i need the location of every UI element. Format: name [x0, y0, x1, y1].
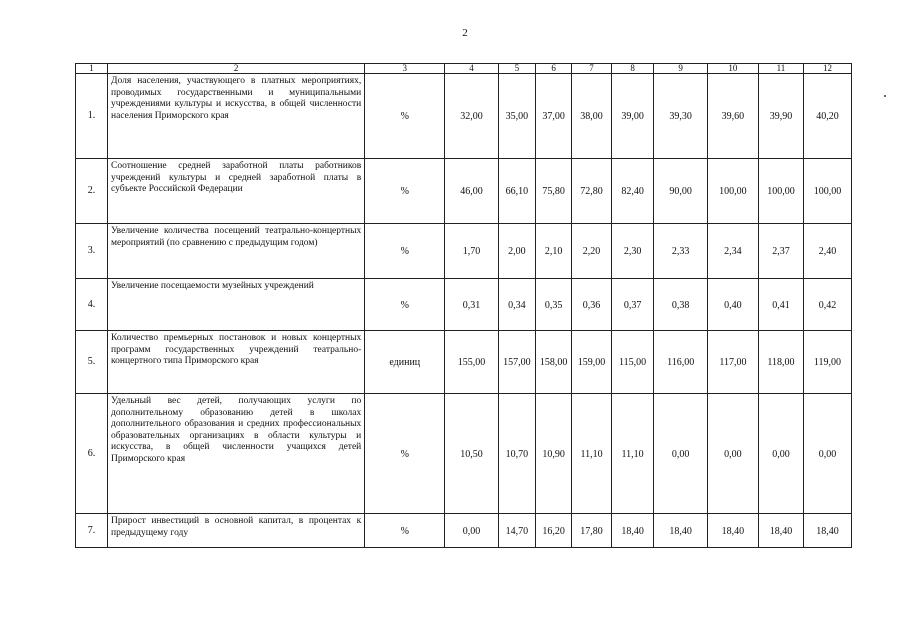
column-header: 9: [654, 64, 707, 74]
value-cell: 0,00: [654, 394, 707, 514]
table-row: [76, 224, 852, 279]
value-cell: 0,41: [759, 279, 804, 331]
value-cell: 18,40: [654, 514, 707, 548]
table-row: [76, 279, 852, 331]
unit-cell: %: [365, 279, 445, 331]
value-cell: 10,70: [498, 394, 535, 514]
value-cell: 100,00: [759, 159, 804, 224]
value-cell: 0,36: [572, 279, 611, 331]
value-cell: 0,35: [536, 279, 572, 331]
column-header: 3: [365, 64, 445, 74]
value-cell: 0,34: [498, 279, 535, 331]
unit-cell: %: [365, 394, 445, 514]
value-cell: 0,37: [611, 279, 654, 331]
value-cell: 0,40: [707, 279, 758, 331]
value-cell: 159,00: [572, 331, 611, 394]
value-cell: 90,00: [654, 159, 707, 224]
column-header: 8: [611, 64, 654, 74]
value-cell: 14,70: [498, 514, 535, 548]
value-cell: 17,80: [572, 514, 611, 548]
value-cell: 119,00: [803, 331, 851, 394]
row-number: 3.: [76, 224, 108, 279]
value-cell: 2,10: [536, 224, 572, 279]
row-number: 4.: [76, 279, 108, 331]
value-cell: 0,31: [445, 279, 498, 331]
value-cell: 2,40: [803, 224, 851, 279]
value-cell: 10,50: [445, 394, 498, 514]
value-cell: 32,00: [445, 74, 498, 159]
value-cell: 16,20: [536, 514, 572, 548]
table-body: [76, 64, 852, 548]
value-cell: 116,00: [654, 331, 707, 394]
value-cell: 157,00: [498, 331, 535, 394]
table-row: [76, 394, 852, 514]
value-cell: 0,00: [803, 394, 851, 514]
value-cell: 39,90: [759, 74, 804, 159]
value-cell: 75,80: [536, 159, 572, 224]
row-number: 5.: [76, 331, 108, 394]
value-cell: 100,00: [707, 159, 758, 224]
table-row: [76, 74, 852, 159]
value-cell: 39,00: [611, 74, 654, 159]
value-cell: 82,40: [611, 159, 654, 224]
value-cell: 66,10: [498, 159, 535, 224]
column-header: 6: [536, 64, 572, 74]
indicator-name: Прирост инвестиций в основной капитал, в процентах к предыдущему году: [108, 514, 365, 548]
row-number: 7.: [76, 514, 108, 548]
value-cell: 0,42: [803, 279, 851, 331]
value-cell: 2,33: [654, 224, 707, 279]
value-cell: 158,00: [536, 331, 572, 394]
value-cell: 35,00: [498, 74, 535, 159]
row-number: 1.: [76, 74, 108, 159]
page-number: 2: [462, 27, 468, 39]
value-cell: 37,00: [536, 74, 572, 159]
value-cell: 18,40: [707, 514, 758, 548]
value-cell: 18,40: [611, 514, 654, 548]
value-cell: 18,40: [759, 514, 804, 548]
table-row: [76, 159, 852, 224]
value-cell: 39,60: [707, 74, 758, 159]
unit-cell: %: [365, 224, 445, 279]
row-number: 6.: [76, 394, 108, 514]
header-row: [76, 64, 852, 74]
indicator-name: Соотношение средней заработной платы работников учреждений культуры и средней заработной платы в субъекте Российской Федерации: [108, 159, 365, 224]
value-cell: 115,00: [611, 331, 654, 394]
value-cell: 2,37: [759, 224, 804, 279]
indicators-table: [75, 63, 852, 548]
indicator-name: Увеличение посещаемости музейных учреждений: [108, 279, 365, 331]
value-cell: 0,00: [759, 394, 804, 514]
value-cell: 0,38: [654, 279, 707, 331]
value-cell: 11,10: [572, 394, 611, 514]
unit-cell: %: [365, 74, 445, 159]
table-row: [76, 514, 852, 548]
value-cell: 2,30: [611, 224, 654, 279]
value-cell: 0,00: [445, 514, 498, 548]
indicator-name: Доля населения, участвующего в платных мероприятиях, проводимых государственными и муниципальными учреждениями культуры и искусства, в общей численности населения Приморского края: [108, 74, 365, 159]
value-cell: 155,00: [445, 331, 498, 394]
value-cell: 1,70: [445, 224, 498, 279]
unit-cell: %: [365, 514, 445, 548]
value-cell: 72,80: [572, 159, 611, 224]
unit-cell: единиц: [365, 331, 445, 394]
column-header: 4: [445, 64, 498, 74]
value-cell: 40,20: [803, 74, 851, 159]
column-header: 2: [108, 64, 365, 74]
table-row: [76, 331, 852, 394]
column-header: 7: [572, 64, 611, 74]
column-header: 10: [707, 64, 758, 74]
column-header: 11: [759, 64, 804, 74]
column-header: 5: [498, 64, 535, 74]
value-cell: 117,00: [707, 331, 758, 394]
unit-cell: %: [365, 159, 445, 224]
indicator-name: Увеличение количества посещений театрально-концертных мероприятий (по сравнению с предыдущим годом): [108, 224, 365, 279]
value-cell: 38,00: [572, 74, 611, 159]
value-cell: 18,40: [803, 514, 851, 548]
indicator-name: Количество премьерных постановок и новых концертных программ государственных учреждений театрально-концертного типа Приморского края: [108, 331, 365, 394]
column-header: 12: [803, 64, 851, 74]
column-header: 1: [76, 64, 108, 74]
value-cell: 11,10: [611, 394, 654, 514]
row-number: 2.: [76, 159, 108, 224]
value-cell: 2,20: [572, 224, 611, 279]
value-cell: 2,00: [498, 224, 535, 279]
scan-speck: [884, 95, 886, 97]
value-cell: 100,00: [803, 159, 851, 224]
value-cell: 2,34: [707, 224, 758, 279]
value-cell: 39,30: [654, 74, 707, 159]
value-cell: 0,00: [707, 394, 758, 514]
value-cell: 118,00: [759, 331, 804, 394]
indicator-name: Удельный вес детей, получающих услуги по дополнительному образованию детей в школах дополнительного образования и средних профессиональных образовательных организациях в области культуры и искусства, в общей численности учащихся детей Приморского края: [108, 394, 365, 514]
value-cell: 46,00: [445, 159, 498, 224]
value-cell: 10,90: [536, 394, 572, 514]
